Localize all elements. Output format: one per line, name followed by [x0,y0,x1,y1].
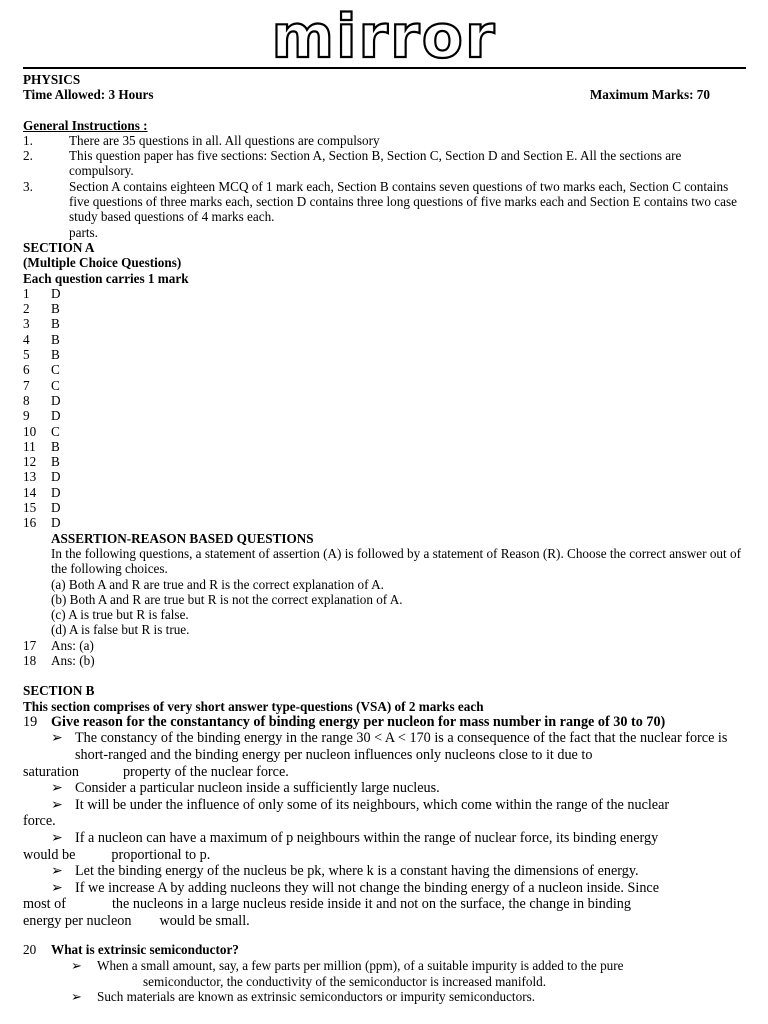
bullet-text: property of the nuclear force. [122,763,289,780]
question-number: 10 [23,423,37,439]
bullet-text: If we increase A by adding nucleons they will not change the binding energy of a nucleon inside. Since [75,879,660,896]
instruction-text: There are 35 questions in all. All questions are compulsory [69,132,380,148]
bullet-continuation: force. [23,813,56,830]
answer-value: C [51,362,60,378]
answer-bullet [23,780,745,797]
mcq-answer-row [23,301,745,316]
question-19 [23,714,745,731]
mcq-answer-row [23,332,745,347]
section-a-subtitle: (Multiple Choice Questions) [23,255,182,271]
section-b-title: SECTION B [23,683,95,699]
bullet-text: Consider a particular nucleon inside a sufficiently large nucleus. [75,780,440,797]
mcq-answer-row [23,286,745,301]
mcq-answer-row [23,424,745,439]
question-number: 17 [23,637,37,653]
bullet-text: If a nucleon can have a maximum of p neighbours within the range of nuclear force, its binding energy [75,830,659,847]
instruction-text: Section A contains eighteen MCQ of 1 mark each, Section B contains seven questions of two marks each, Section C contains five questions of three marks each, section D contains three long questions of five marks each and Section E contains two case study based questions of 4 marks each. [69,178,737,225]
answer-value: Ans: (a) [51,637,94,653]
bullet-text: Such materials are known as extrinsic semiconductors or impurity semiconductors. [97,988,536,1004]
instruction-text: This question paper has five sections: Section A, Section B, Section C, Section D and Section E. All the sections are compulsory. [69,148,682,179]
answer-value: B [51,347,60,363]
bullet-text: would be small. [159,913,250,929]
answer-bullet [23,958,745,973]
question-number: 6 [23,362,30,378]
section-a-title: SECTION A [23,239,95,255]
section-b-subtitle: This section comprises of very short answer type-questions (VSA) of 2 marks each [23,698,484,714]
ar-option: (c) A is true but R is false. [51,607,189,623]
bullet-continuation [23,764,745,781]
question-number: 19 [23,713,38,730]
instruction-num: 2. [23,148,33,164]
bullet-continuation [23,847,745,864]
answer-bullet [23,989,745,1004]
question-20 [23,942,745,959]
time-allowed: Time Allowed: 3 Hours [23,87,154,103]
arrow-bullet-icon: ➢ [51,863,63,880]
arrow-bullet-icon: ➢ [51,730,63,747]
bullet-text: When a small amount, say, a few parts per million (ppm), of a suitable impurity is added to the pure [97,958,624,974]
answer-bullet [23,830,745,847]
answer-value: D [51,484,61,500]
mcq-answer-row [23,469,745,484]
bullet-text: saturation [23,763,79,780]
question-number: 16 [23,515,37,531]
mcq-answer-row [23,362,745,377]
instruction-num: 3. [23,178,33,194]
bullet-text: would be [23,846,76,863]
bullet-continuation [23,896,745,913]
arrow-bullet-icon: ➢ [71,988,83,1004]
bullet-text: energy per nucleon [23,913,132,929]
question-number: 20 [23,941,37,957]
exam-header [23,87,745,102]
bullet-text: most of [23,896,66,913]
question-number: 9 [23,408,30,424]
question-number: 18 [23,652,37,668]
ar-answer-row [23,653,745,668]
ar-option: (a) Both A and R are true and R is the correct explanation of A. [51,576,384,592]
answer-value: C [51,377,60,393]
answer-value: C [51,423,60,439]
answer-value: Ans: (b) [51,652,95,668]
instructions-tail: parts. [69,224,98,240]
ar-answer-row [23,638,745,653]
max-marks: Maximum Marks: 70 [589,87,710,103]
answer-value: B [51,301,60,317]
arrow-bullet-icon: ➢ [71,958,83,974]
arrow-bullet-icon: ➢ [51,796,63,813]
question-text: Give reason for the constantancy of binding energy per nucleon for mass number in range of 30 to 70) [51,713,666,730]
section-a-note: Each question carries 1 mark [23,270,189,286]
answer-value: D [51,469,61,485]
answer-value: D [51,408,61,424]
answer-value: B [51,438,60,454]
mcq-answer-row [23,454,745,469]
bullet-text: It will be under the influence of only some of its neighbours, which come within the range of the nuclear [75,796,670,813]
bullet-text: the nucleons in a large nucleus reside inside it and not on the surface, the change in binding [111,896,631,913]
question-text: What is extrinsic semiconductor? [51,941,239,957]
answer-bullet [23,797,745,814]
question-number: 1 [23,285,30,301]
mcq-answer-row [23,500,745,515]
arrow-bullet-icon: ➢ [51,830,63,847]
header-rule [23,67,746,69]
bullet-text: proportional to p. [111,846,211,863]
ar-option: (b) Both A and R are true but R is not the correct explanation of A. [51,591,403,607]
question-number: 14 [23,484,37,500]
answer-value: D [51,500,61,516]
answer-value: B [51,454,60,470]
bullet-continuation: semiconductor, the conductivity of the semiconductor is increased manifold. [143,973,547,989]
instruction-num: 1. [23,132,33,148]
instruction-item [23,179,745,225]
instruction-item [23,148,745,179]
mirror-logo [0,6,768,64]
answer-bullet [23,863,745,880]
question-number: 13 [23,469,37,485]
question-number: 3 [23,316,30,332]
subject-title: PHYSICS [23,72,81,87]
mcq-answer-row [23,485,745,500]
arrow-bullet-icon: ➢ [51,780,63,797]
answer-bullet [23,730,745,763]
mcq-answer-row [23,316,745,331]
question-number: 15 [23,500,37,516]
mcq-answer-row [23,439,745,454]
bullet-continuation [23,913,745,930]
answer-bullet [23,880,745,897]
mcq-answer-row [23,408,745,423]
bullet-text: The constancy of the binding energy in the range 30 < A < 170 is a consequence of the fact that the nuclear force is short-ranged and the binding energy per nucleon influences only nucleons close to it due to [75,730,728,764]
question-number: 2 [23,301,30,317]
answer-value: B [51,331,60,347]
mcq-answer-row [23,347,745,362]
assertion-reason-intro: In the following questions, a statement of assertion (A) is followed by a statement of Reason (R). Choose the correct answer out of the following choices. [51,545,741,577]
arrow-bullet-icon: ➢ [51,879,63,896]
instruction-item [23,133,745,148]
answer-value: D [51,285,61,301]
mcq-answer-row [23,515,745,530]
question-number: 4 [23,331,30,347]
question-number: 11 [23,438,36,454]
answer-value: B [51,316,60,332]
logo-text: mirror [271,6,497,64]
question-number: 5 [23,347,30,363]
instructions-title: General Instructions : [23,117,148,133]
assertion-reason-title: ASSERTION-REASON BASED QUESTIONS [51,530,314,546]
answer-value: D [51,515,61,531]
document-body [23,72,745,1004]
question-number: 12 [23,454,37,470]
mcq-answer-row [23,393,745,408]
answer-value: D [51,392,61,408]
mcq-answer-list [23,286,745,531]
question-number: 8 [23,392,30,408]
ar-option: (d) A is false but R is true. [51,622,190,638]
mcq-answer-row [23,378,745,393]
question-number: 7 [23,377,30,393]
bullet-text: Let the binding energy of the nucleus be pk, where k is a constant having the dimensions of energy. [75,863,639,880]
